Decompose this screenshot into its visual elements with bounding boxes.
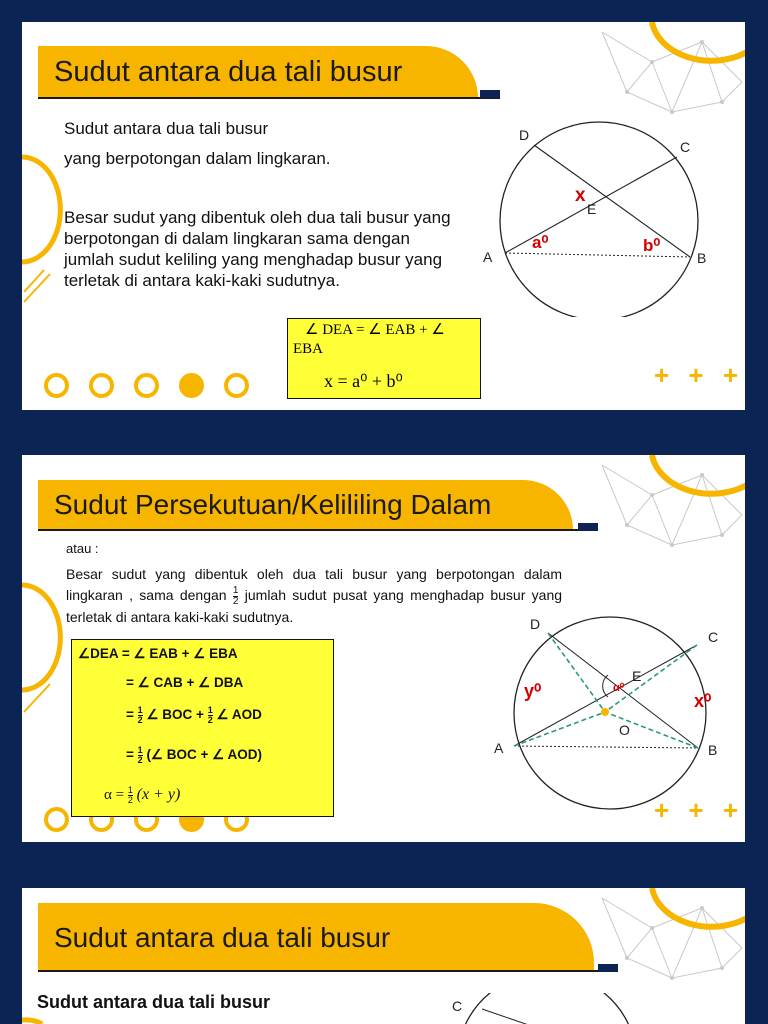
nav-dot-5 [224,373,249,398]
label-alpha: α⁰ [613,682,625,694]
line5-alpha: α = [104,787,125,804]
atau-label: atau : [66,541,99,556]
geometric-pattern-decoration [582,888,745,998]
chord-db [534,145,690,257]
nav-dot-1 [44,807,69,832]
fraction-denominator: 2 [137,755,143,765]
title-underline [38,970,598,972]
central-angle-diagram [490,615,730,815]
label-e: E [632,668,642,684]
label-e: E [587,201,597,217]
line3-boc: ∠ BOC + [146,707,204,723]
formula-line-1: ∠ DEA = ∠ EAB + ∠ EBA [293,322,445,357]
half-fraction [208,706,213,725]
left-arc-decoration [22,580,72,720]
formula-line-2: x = a⁰ + b⁰ [324,371,403,391]
label-o: O [619,722,630,738]
label-y: y⁰ [524,681,542,701]
radius-oc [605,645,697,712]
formula-line-2: = ∠ CAB + ∠ DBA [126,675,244,690]
nav-dot-3 [134,373,159,398]
half-fraction [128,786,133,805]
paragraph-part-2: jumlah sudut pusat yang menghadap busur yang terletak di antara kaki-kaki sudutnya. [66,587,563,625]
half-fraction [138,706,143,725]
label-a: A [483,249,493,265]
line3-aod: ∠ AOD [216,707,262,723]
half-fraction [138,746,143,765]
label-b: B [708,742,718,758]
title-tab-accent [598,964,618,972]
circle [514,617,706,809]
label-d: D [530,616,541,632]
label-x: x⁰ [694,691,712,711]
label-a: A [494,740,504,756]
slide-1 [22,22,745,410]
line4-equals: = [126,747,134,763]
fraction-numerator: 1 [232,584,239,596]
slide-title: Sudut antara dua tali busur [54,56,403,88]
radius-od [548,633,605,712]
slide-3 [22,888,745,1024]
label-c: C [708,629,719,645]
label-x: x [575,185,586,206]
formula-line-3 [126,706,262,725]
formula-box [287,318,481,399]
chord-ac [514,645,697,746]
definition-paragraph [66,564,562,628]
plus-decoration: + + + [654,360,744,390]
left-arc-decoration [22,1006,62,1024]
circle-top-arc [462,993,632,1024]
paragraph-part-1: Besar sudut yang dibentuk oleh dua tali busur yang berpotongan dalam lingkaran , sama dengan [66,566,562,603]
formula-line-4 [126,746,262,765]
fraction-denominator: 2 [232,595,239,607]
slide-2 [22,455,745,842]
slide-title: Sudut Persekutuan/Kelililing Dalam [54,489,492,520]
nav-dot-1 [44,373,69,398]
fraction-numerator: 1 [137,705,143,715]
formula-box [71,639,334,817]
fraction-numerator: 1 [207,705,213,715]
intro-line-2: yang berpotongan dalam lingkaran. [64,149,331,168]
formula-line-1: ∠DEA = ∠ EAB + ∠ EBA [78,646,238,661]
circle [500,122,698,317]
subtitle: Sudut antara dua tali busur [37,992,271,1012]
label-c: C [680,139,691,155]
geometric-pattern-decoration [582,22,745,132]
fraction-numerator: 1 [127,785,133,795]
chord-ab-dotted [505,253,690,257]
chord-ab-dotted [514,746,698,748]
fraction-denominator: 2 [137,715,143,725]
line3-equals: = [126,707,134,723]
label-b-angle: b⁰ [643,236,661,255]
intro-line-1: Sudut antara dua tali busur [64,119,269,138]
title-underline [38,97,500,99]
chord-intersection-diagram [477,117,707,317]
line4-sum: (∠ BOC + ∠ AOD) [146,747,263,763]
nav-dot-4-active [179,373,204,398]
title-underline [38,529,578,531]
label-c: C [452,998,463,1014]
title-tab-accent [578,523,598,531]
title-tab-accent [480,90,500,98]
label-b: B [697,250,707,266]
geometric-pattern-decoration [582,455,745,565]
center-point-o [601,708,609,716]
line5-xy: (x + y) [136,786,181,804]
fraction-denominator: 2 [127,795,133,805]
partial-circle-diagram [442,993,642,1024]
fraction-numerator: 1 [137,745,143,755]
label-a-angle: a⁰ [532,233,549,252]
title-bar [38,46,478,98]
half-fraction [233,586,239,607]
label-d: D [519,127,530,143]
definition-paragraph: Besar sudut yang dibentuk oleh dua tali busur yang berpotongan di dalam lingkaran sama dengan jumlah sudut keliling yang menghadap busur yang terletak di antara kaki-kaki sudutnya. [64,208,451,290]
plus-decoration: + + + [654,795,744,825]
title-bar [38,480,573,530]
title-bar [38,903,594,971]
slide-title: Sudut antara dua tali busur [54,922,391,953]
radius-oa [514,712,605,746]
formula-line-5 [104,786,180,805]
chord-partial [482,1009,552,1024]
nav-dot-2 [89,373,114,398]
fraction-denominator: 2 [207,715,213,725]
